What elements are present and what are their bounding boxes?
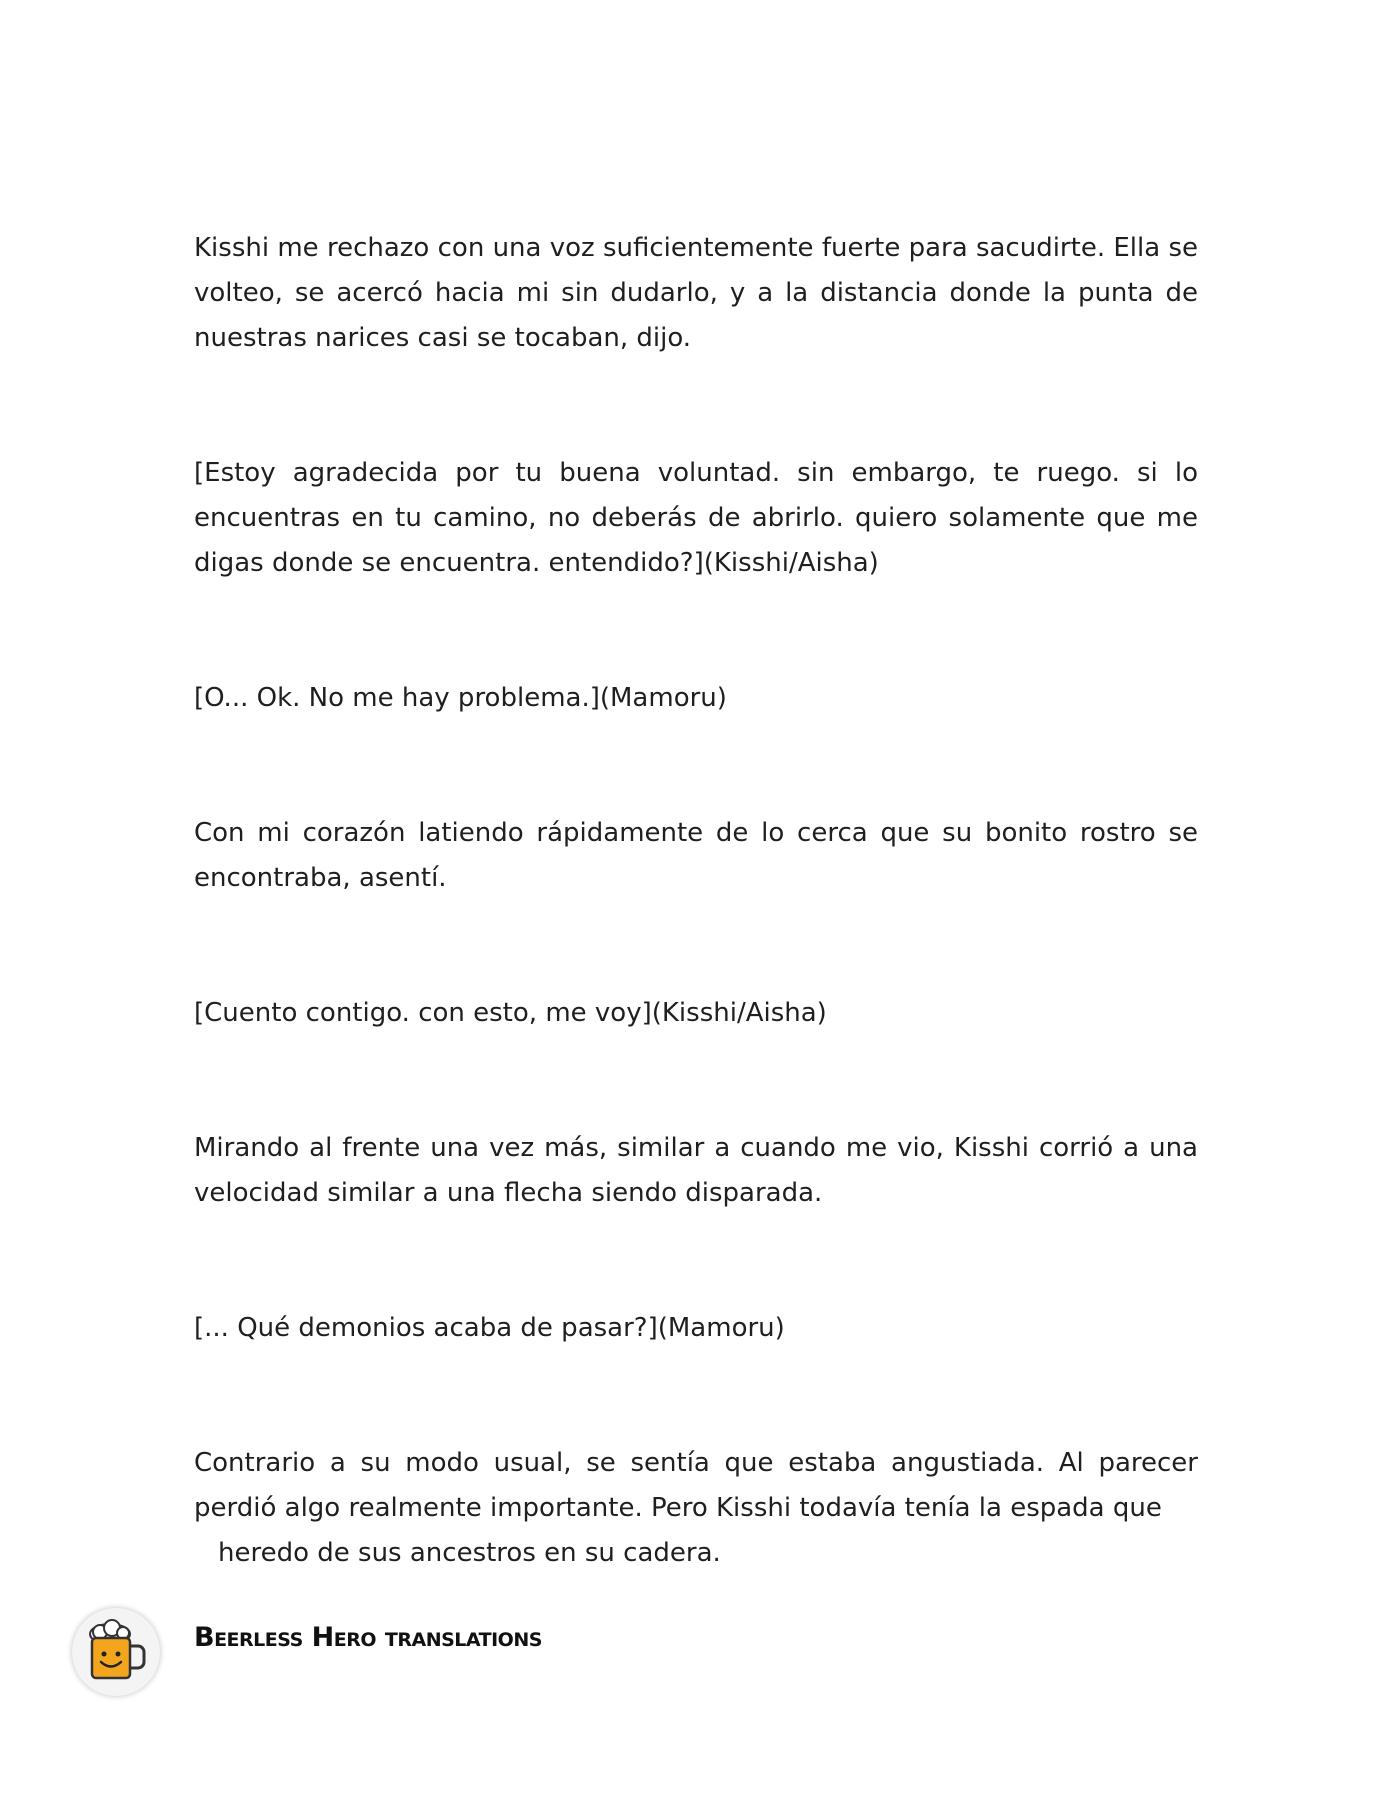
paragraph-5: [Cuento contigo. con esto, me voy](Kisshi/Aisha) xyxy=(194,998,827,1028)
paragraph-2: [Estoy agradecida por tu buena voluntad. sin embargo, te ruego. si lo encuentras en tu camino, no deberás de abrirlo. quiero solamente que me digas donde se encuentra. entendido?](Kisshi/Aisha) xyxy=(194,458,1198,578)
paragraph-6: Mirando al frente una vez más, similar a cuando me vio, Kisshi corrió a una velocidad similar a una flecha siendo disparada. xyxy=(194,1133,1198,1208)
paragraph-7: [... Qué demonios acaba de pasar?](Mamoru) xyxy=(194,1313,785,1343)
paragraph-8-continued: heredo de sus ancestros en su cadera. xyxy=(218,1538,721,1568)
paragraph-3: [O... Ok. No me hay problema.](Mamoru) xyxy=(194,683,727,713)
brand-name: Beerless Hero translations xyxy=(194,1622,542,1653)
paragraph-4: Con mi corazón latiendo rápidamente de lo cerca que su bonito rostro se encontraba, asentí. xyxy=(194,818,1198,893)
beer-mug-smiley-icon xyxy=(72,1608,160,1696)
paragraph-8: Contrario a su modo usual, se sentía que estaba angustiada. Al parecer perdió algo realmente importante. Pero Kisshi todavía tenía la espada que xyxy=(194,1448,1198,1523)
paragraph-1: Kisshi me rechazo con una voz suficientemente fuerte para sacudirte. Ella se volteo, se acercó hacia mi sin dudarlo, y a la distancia donde la punta de nuestras narices casi se tocaban, dijo. xyxy=(194,233,1198,353)
